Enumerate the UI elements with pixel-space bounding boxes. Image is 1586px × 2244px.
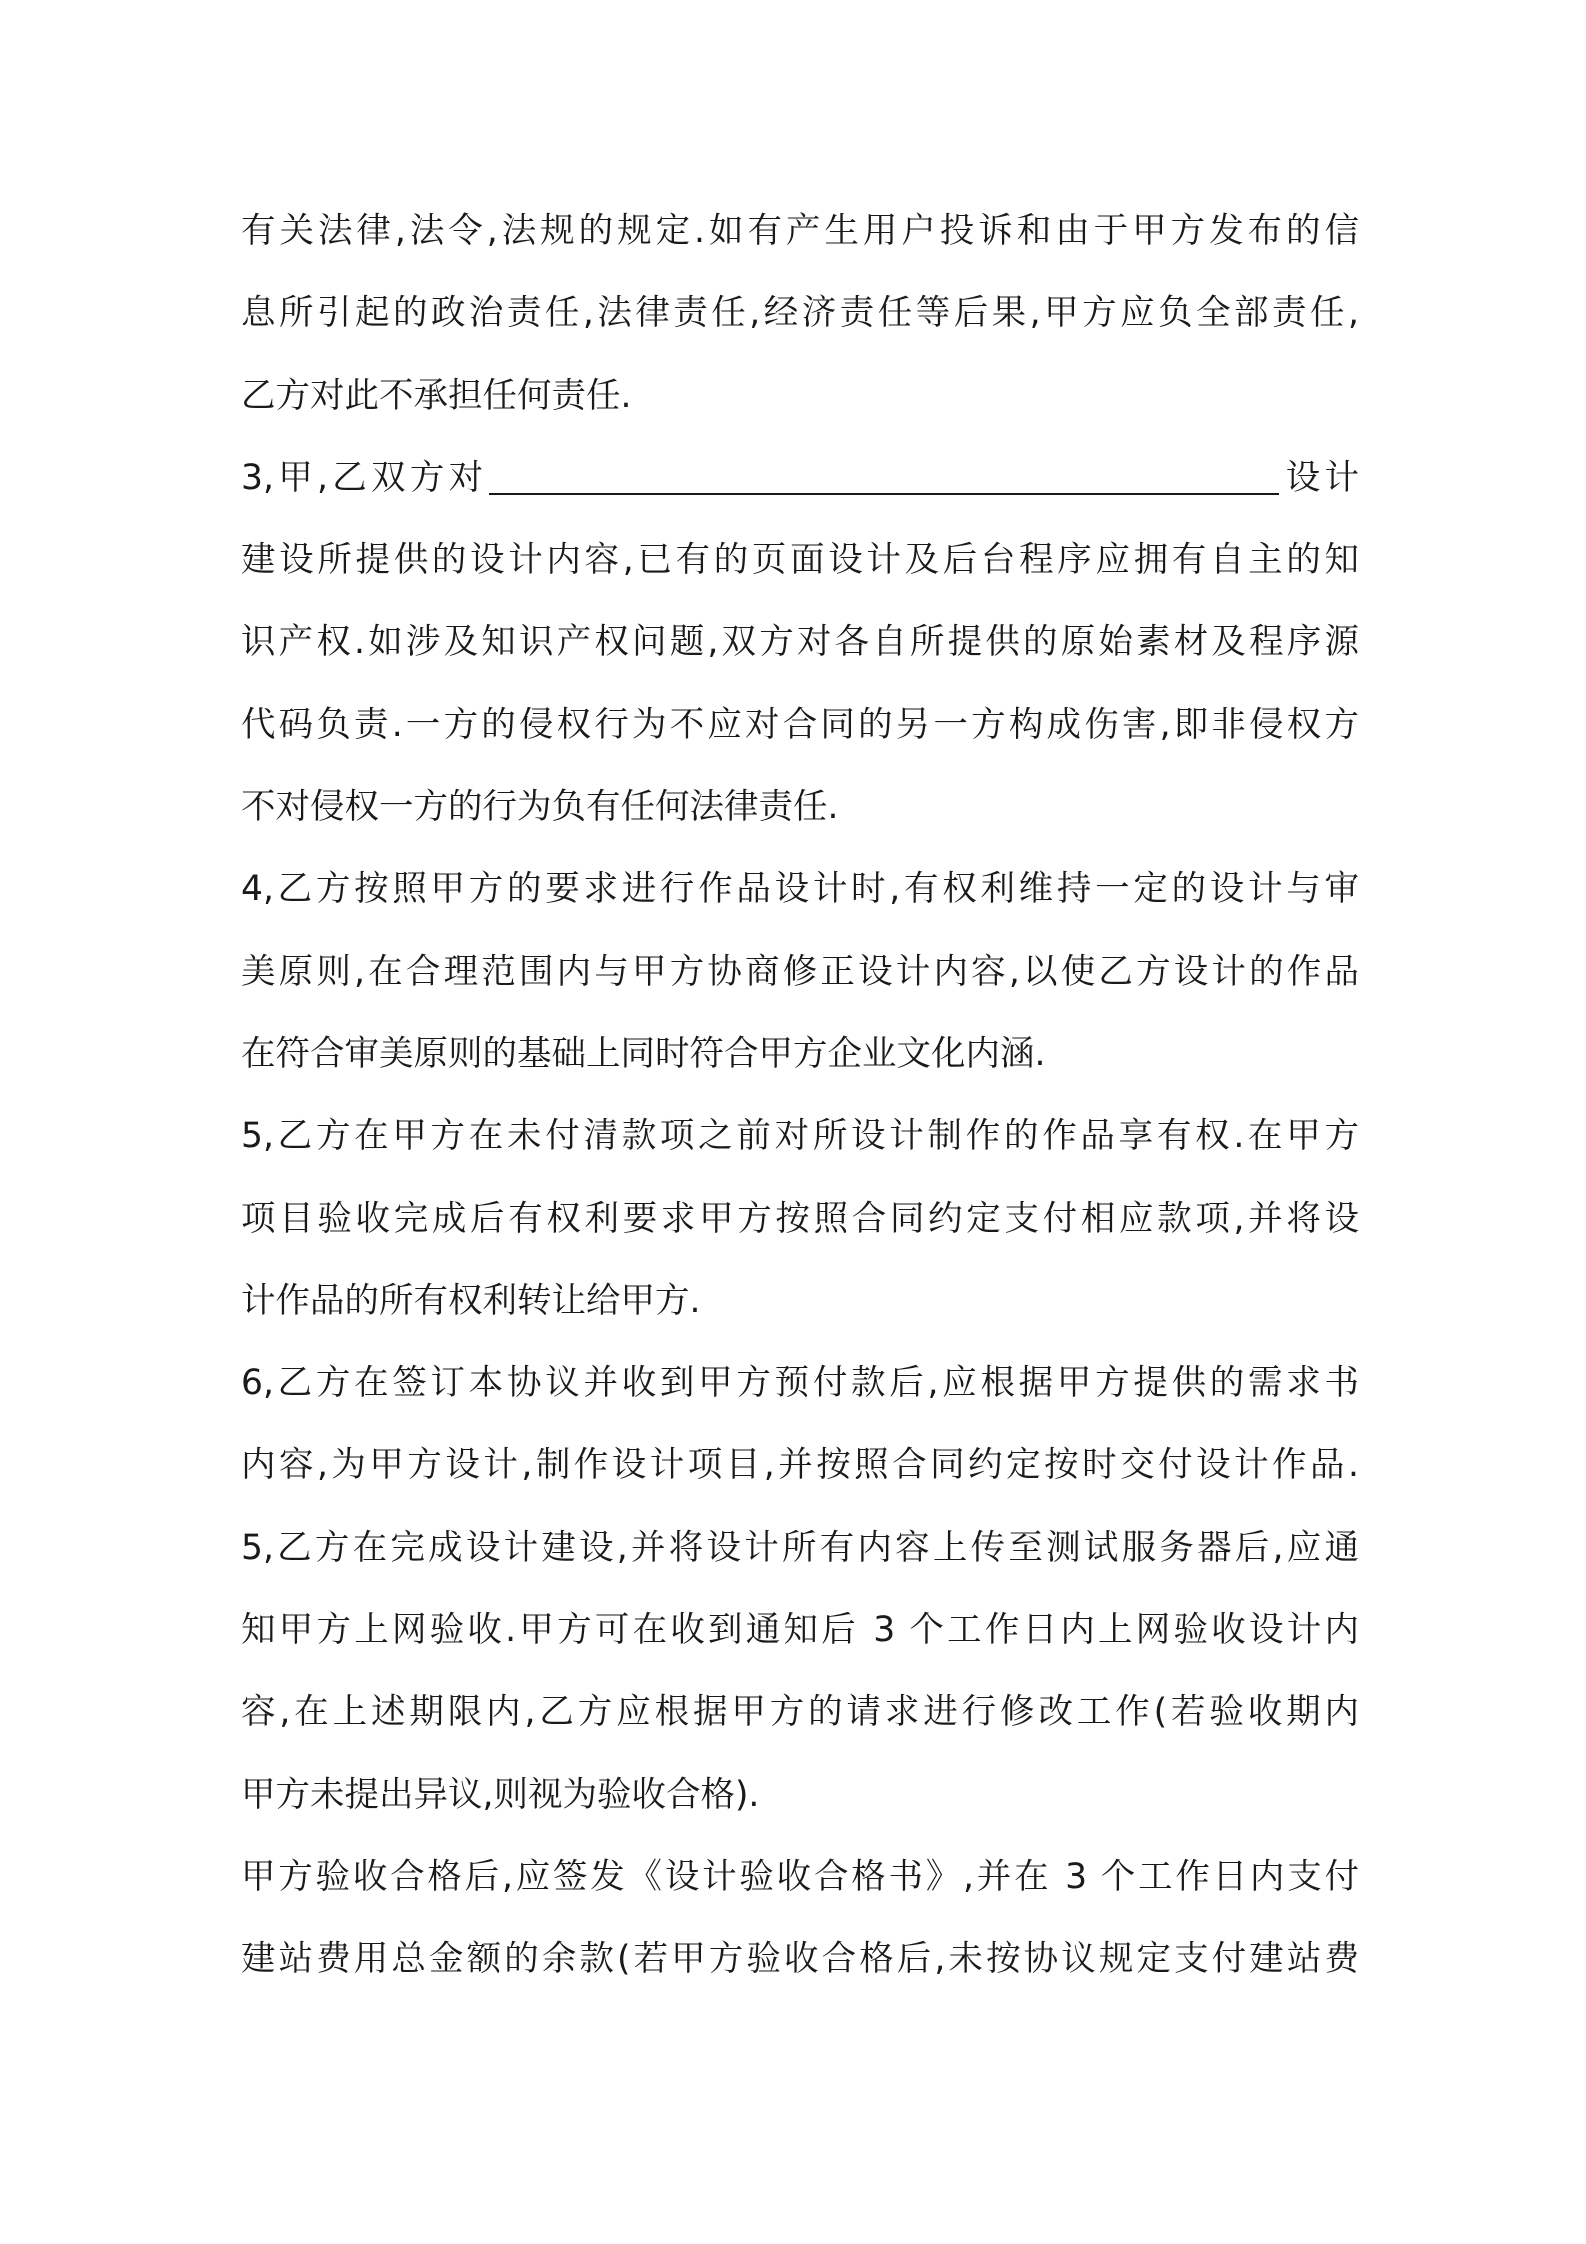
- text-line: 乙方对此不承担任何责任.: [241, 375, 632, 416]
- clause-3-prefix: 3,甲,乙双方对: [241, 457, 488, 498]
- text-line: 内容,为甲方设计,制作设计项目,并按照合同约定按时交付设计作品.: [241, 1445, 1359, 1486]
- document-body: [241, 190, 1359, 2001]
- text-line: 容,在上述期限内,乙方应根据甲方的请求进行修改工作(若验收期内: [241, 1692, 1359, 1733]
- text-line: 甲方未提出异议,则视为验收合格).: [241, 1774, 760, 1815]
- text-line: 知甲方上网验收.甲方可在收到通知后 3 个工作日内上网验收设计内: [241, 1610, 1359, 1651]
- text-line: 有关法律,法令,法规的规定.如有产生用户投诉和由于甲方发布的信: [241, 211, 1359, 251]
- text-line: 在符合审美原则的基础上同时符合甲方企业文化内涵.: [241, 1033, 1046, 1074]
- text-line: 代码负责.一方的侵权行为不应对合同的另一方构成伤害,即非侵权方: [241, 704, 1359, 745]
- text-line: 项目验收完成后有权利要求甲方按照合同约定支付相应款项,并将设: [241, 1198, 1359, 1239]
- text-line: 建设所提供的设计内容,已有的页面设计及后台程序应拥有自主的知: [241, 540, 1359, 581]
- text-line: 6,乙方在签订本协议并收到甲方预付款后,应根据甲方提供的需求书: [241, 1363, 1359, 1404]
- text-line: 建站费用总金额的余款(若甲方验收合格后,未按协议规定支付建站费: [241, 1939, 1359, 1980]
- text-line: 息所引起的政治责任,法律责任,经济责任等后果,甲方应负全部责任,: [241, 293, 1359, 334]
- text-line: 计作品的所有权利转让给甲方.: [241, 1280, 701, 1321]
- fill-in-blank: [489, 445, 1279, 495]
- text-line: 不对侵权一方的行为负有任何法律责任.: [241, 787, 839, 828]
- text-line: 5,乙方在完成设计建设,并将设计所有内容上传至测试服务器后,应通: [241, 1527, 1359, 1568]
- clause-3-suffix: 设计: [1281, 457, 1359, 498]
- text-line: 识产权.如涉及知识产权问题,双方对各自所提供的原始素材及程序源: [241, 622, 1359, 663]
- text-line: 4,乙方按照甲方的要求进行作品设计时,有权利维持一定的设计与审: [241, 869, 1359, 910]
- text-line: 甲方验收合格后,应签发《设计验收合格书》,并在 3 个工作日内支付: [241, 1856, 1359, 1897]
- text-line: 美原则,在合理范围内与甲方协商修正设计内容,以使乙方设计的作品: [241, 951, 1359, 992]
- text-line: 5,乙方在甲方在未付清款项之前对所设计制作的作品享有权.在甲方: [241, 1116, 1359, 1157]
- text-line-with-blank: [241, 437, 1359, 519]
